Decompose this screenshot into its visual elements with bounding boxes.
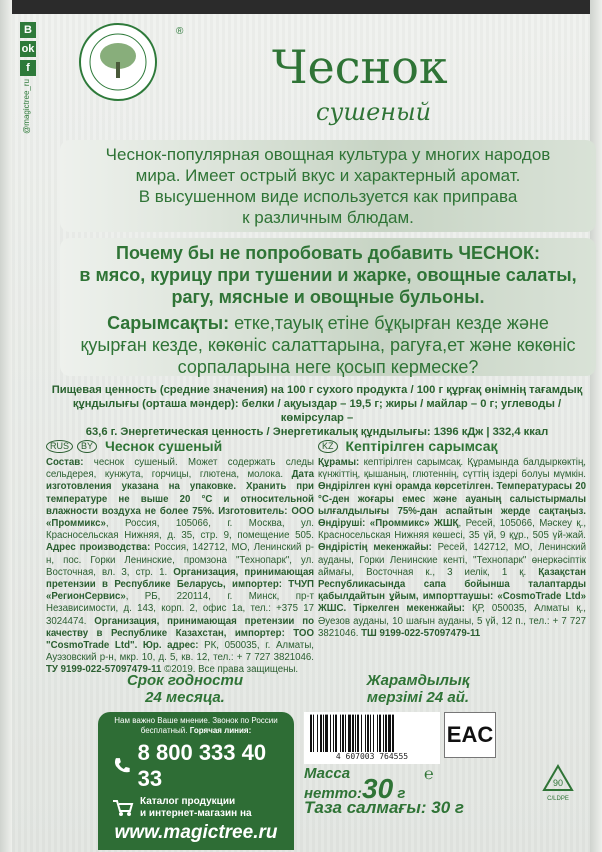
phone-number: 8 800 333 40 33 xyxy=(137,740,267,791)
hotline-note-bold: Горячая линия: xyxy=(189,726,252,735)
kz-label: Өндірістің мекенжайы: xyxy=(318,542,432,554)
suggest-kz-line: етке,тауық етіне бұқырған кезде және xyxy=(229,313,549,333)
social-icons xyxy=(20,22,40,134)
ru-label: Адрес производства: xyxy=(46,542,151,554)
ru-shelf-line: Срок годности xyxy=(126,672,244,689)
kz-text xyxy=(318,457,586,640)
suggest-kz-line: сорпаларына неге қосып кермеске? xyxy=(177,357,479,377)
kazakh-column xyxy=(318,440,586,640)
facebook-icon[interactable]: f xyxy=(20,60,36,76)
mass-label: Масса xyxy=(304,765,351,782)
mass-label: нетто: xyxy=(304,785,363,802)
suggestion-box xyxy=(60,238,596,376)
mass-unit: г xyxy=(397,785,406,802)
suggest-kz xyxy=(60,312,596,334)
net-weight-kz: Таза салмағы: 30 г xyxy=(304,798,464,817)
badge-kz: KZ xyxy=(318,440,338,453)
net-weight xyxy=(304,765,406,804)
eac-mark: EAC xyxy=(444,712,496,758)
kz-shelf-line: мерзімі 24 ай. xyxy=(366,689,470,706)
kz-text-part: кептірілген сарымсақ. Құрамында балдыркөктің, күнжіттің, қышаның, глютеннің, сүттің іздері болуы мүмкін. xyxy=(318,457,586,481)
kz-header xyxy=(318,440,586,453)
ru-label: Организация, принимающая претензии по качеству в Республике Казахстан, импортер: ТОО "CosmoTrade Ltd". Юр. адрес: xyxy=(46,615,315,652)
recycle-code: 90 xyxy=(552,778,564,788)
kz-text-part: , Ресей, 105066, Мәскеу қ., Красносельская Нижняя көшесі, 35 үй, 9 құр., 505 үй-жай. xyxy=(318,518,587,542)
ru-shelf-life xyxy=(120,672,250,706)
cart-icon xyxy=(112,799,134,817)
social-handle: @magictree_ru xyxy=(22,79,31,134)
suggest-line: в мясо, курицу при тушении и жарке, овощные салаты, xyxy=(79,265,577,285)
website-link[interactable]: www.magictree.ru xyxy=(114,822,278,843)
ru-text-part: Россия, 142712, МО, Ленинский р-н, пос. Горки Ленинские, промзона "Технопарк", ул. Восточная, вл. 3, стр. 1. xyxy=(46,542,314,578)
product-subtitle: сушеный xyxy=(316,98,432,126)
nutrition-line: Пищевая ценность (средние значения) на 100 г сухого продукта / 100 г құрғақ өнімнің тағамдық xyxy=(51,384,583,396)
kz-text-part: ҚР, 050035, Алматы қ., Әуезов ауданы, 10 шағын ауданы, 5 үй, 12 п., тел.: + 7 727 3821046. xyxy=(318,603,586,639)
intro-line: мира. Имеет острый вкус и характерный аромат. xyxy=(135,166,521,185)
ok-icon[interactable]: ok xyxy=(21,43,35,55)
suggest-line: Почему бы не попробовать добавить ЧЕСНОК: xyxy=(116,243,540,263)
recycle-label: C/LDPE xyxy=(547,796,569,802)
hotline-note-text: Нам важно Ваше мнение. Звонок по России бесплатный. xyxy=(114,716,278,735)
ru-text-part: чеснок сушеный. Может содержать следы сельдерея, кунжута, горчицы, глютена, молока. xyxy=(46,457,314,481)
suggest-line: рагу, мясные и овощные бульоны. xyxy=(171,287,485,307)
intro-line: В высушенном виде используется как приправа xyxy=(138,187,518,206)
suggest-kz-line: қуырған кезде, көкөніс салаттарына, рагуға,ет және көкөніс xyxy=(80,335,576,355)
hotline-phone[interactable] xyxy=(112,740,294,792)
kz-heading: Кептірілген сарымсақ xyxy=(345,438,498,455)
badge-rus: RUS xyxy=(46,440,73,453)
hotline-note xyxy=(108,716,284,736)
barcode-digits: 4 607003 764555 xyxy=(304,752,440,761)
kz-text-part: Ресей, 142712, МО, Ленинский ауданы, Горки Ленинские кенті, "Технопарк" өнеркәсіптік аймағы, Восточная к., 3 иелік, 1 қ. xyxy=(318,542,586,578)
ru-text-part: ©2019. Все права защищены. xyxy=(161,664,299,676)
russian-column xyxy=(46,440,314,677)
magic-tree-logo xyxy=(48,22,188,102)
ru-label: ТУ 9199-022-57097479-11 xyxy=(46,664,162,676)
ru-label: Организация, принимающая претензии в Республике Беларусь, импортер: ТЧУП «РегионСервис» xyxy=(46,566,314,603)
ru-shelf-line: 24 месяца. xyxy=(145,689,225,706)
kz-label: Өндірілген күні орамда көрсетілген. Температурасы 20 °С-ден жоғары емес және ауаның салыстырмалы ылғалдылығы 75%-дан аспайтын жерде сақтаңыз. Өндіруші: «Проммикс» ЖШҚ xyxy=(318,481,586,530)
product-title: Чеснок xyxy=(272,40,448,94)
nutrition-line: 63,6 г. Энергетическая ценность / Энергетикалық құндылығы: 1396 кДж | 332,4 ккал xyxy=(85,426,549,438)
ru-text-part: , РБ, 220114, г. Минск, пр-т Независимости, д. 143, корп. 2, офис 1а, тел.: +375 17 3024474. xyxy=(46,591,314,627)
estimated-sign: ℮ xyxy=(424,766,434,783)
intro-line: к различным блюдам. xyxy=(242,208,414,227)
mass-value: 30 xyxy=(362,773,394,804)
vk-icon[interactable]: B xyxy=(20,22,36,38)
intro-box xyxy=(60,140,596,232)
hotline-panel xyxy=(98,712,294,850)
intro-line: Чеснок-популярная овощная культура у многих народов xyxy=(105,145,551,164)
ru-heading: Чеснок сушеный xyxy=(105,438,223,455)
ru-label: Состав: xyxy=(46,457,84,468)
catalog-line: и интернет-магазин на xyxy=(140,808,252,819)
ru-label: Дата изготовления указана на упаковке. Хранить при температуре не выше 20 °С и относительной влажности воздуха не более 75%. Изготовитель: ООО «Проммикс» xyxy=(46,469,314,530)
kz-label: Қазақстан Республикасында сапа бойынша талаптарды қабылдайтын ұйым, импорттаушы: «CosmoTrade Ltd» ЖШС. Тіркелген мекенжайы: xyxy=(318,566,586,615)
ru-text-part: , Россия, 105066, г. Москва, ул. Красносельская Нижняя, д. 35, стр. 9, помещение 505. xyxy=(46,518,314,542)
registered-mark: ® xyxy=(176,26,184,37)
kz-label: Құрамы: xyxy=(318,457,360,468)
nutrition-line: құндылығы (орташа мәндер): белки / ақуыздар – 19,5 г; жиры / майлар – 0 г; углеводы / көмірсулар – xyxy=(72,398,562,424)
catalog-line: Каталог продукции xyxy=(140,796,236,807)
badge-by: BY xyxy=(77,440,97,453)
ru-header xyxy=(46,440,314,453)
kz-shelf-line: Жарамдылық xyxy=(366,672,470,689)
ru-text xyxy=(46,457,314,677)
ru-text-part: РК, 050035, г. Алматы, Ауэзовский р-н, мкр. 10, д. 5, кв. 12, тел.: + 7 727 3821046. xyxy=(46,640,314,664)
suggest-kz-label: Сарымсақты: xyxy=(107,313,230,333)
top-stripe xyxy=(0,0,602,14)
kz-shelf-life xyxy=(348,672,488,706)
recycle-icon xyxy=(540,762,576,802)
left-edge xyxy=(0,0,12,852)
kz-label: ТШ 9199-022-57097479-11 xyxy=(361,627,481,639)
catalog-text xyxy=(112,796,294,820)
nutrition-facts xyxy=(40,383,594,439)
phone-icon xyxy=(112,756,132,776)
